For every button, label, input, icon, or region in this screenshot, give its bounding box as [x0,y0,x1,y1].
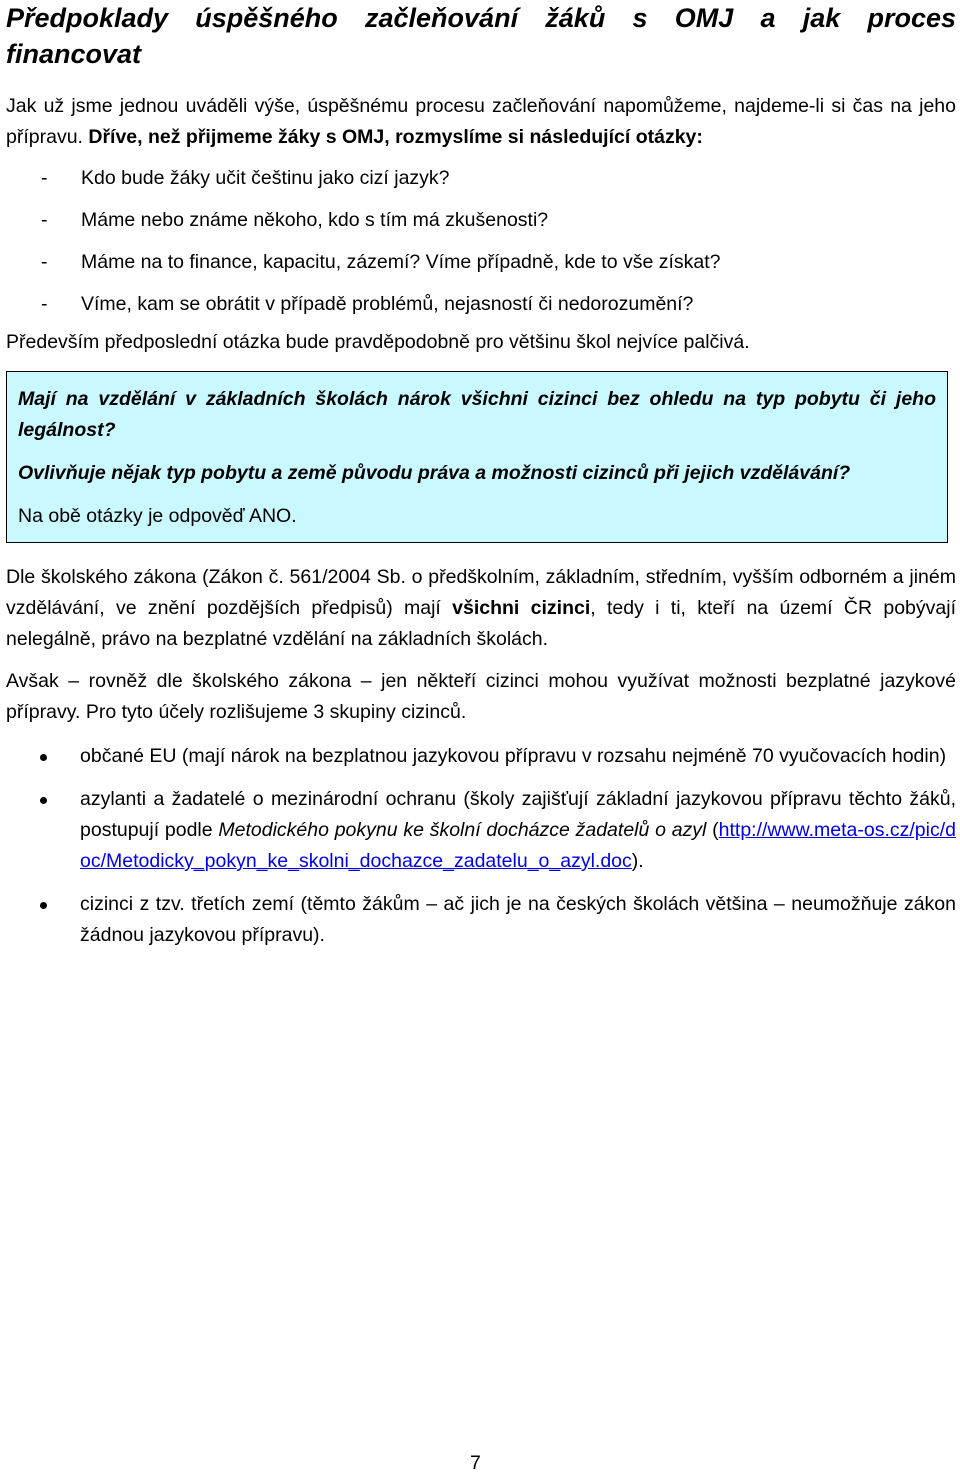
dash-marker: - [41,251,48,273]
after-list-paragraph: Především předposlední otázka bude pravděpodobně pro většinu škol nejvíce palčivá. [6,331,750,353]
bullet-icon [40,797,47,804]
list-item [6,283,956,325]
metodicky-pokyn-link[interactable]: http://www.meta-os.cz/pic/doc/Metodicky_pokyn_ke_skolni_dochazce_zadatelu_o_azyl.doc [80,819,956,872]
list-item [6,199,956,241]
law-text-1: Dle školského zákona (Zákon č. 561/2004 Sb. o předškolním, základním, středním, vyšším odborném a jiném vzdělávání, ve znění pozdějších předpisů) mají [6,566,956,619]
page-number: 7 [470,1452,481,1474]
intro-bold-text: Dříve, než přijmeme žáky s OMJ, rozmyslíme si následující otázky: [88,126,703,148]
intro-text: Jak už jsme jednou uváděli výše, úspěšnému procesu začleňování napomůžeme, najdeme-li si čas na jeho přípravu. [6,95,956,148]
box-answer: Na obě otázky je odpověď ANO. [18,505,297,527]
dash-marker: - [41,209,48,231]
list-item [6,889,956,951]
document-page [6,0,956,963]
law-text-2: , tedy i ti, kteří na území ČR pobývají nelegálně, právo na bezplatné vzdělání na základních školách. [6,597,956,650]
group-paren-open: ( [706,819,719,841]
law-bold-text: všichni cizinci [452,597,591,619]
list-item [6,741,956,772]
list-item [6,784,956,877]
page-title: Předpoklady úspěšného začleňování žáků s OMJ a jak proces financovat [6,3,956,69]
group-paren-close: ). [631,850,644,872]
question-text: Kdo bude žáky učit češtinu jako cizí jazyk? [81,167,450,189]
box-question-2: Ovlivňuje nějak typ pobytu a země původu práva a možnosti cizinců při jejich vzdělávání? [18,462,851,484]
bullet-icon [40,754,47,761]
group-italic-text: Metodického pokynu ke školní docházce žadatelů o azyl [218,819,707,841]
bullet-icon [40,902,47,909]
question-text: Máme na to finance, kapacitu, zázemí? Víme případně, kde to vše získat? [81,251,721,273]
dash-marker: - [41,167,48,189]
list-item [6,241,956,283]
group-text: azylanti a žadatelé o mezinárodní ochranu (školy zajišťují základní jazykovou přípravu těchto žáků, postupují podle [80,788,956,841]
highlight-box [6,371,948,543]
group-text: občané EU (mají nárok na bezplatnou jazykovou přípravu v rozsahu nejméně 70 vyučovacích hodin) [80,745,947,767]
dash-marker: - [41,293,48,315]
intro-paragraph [6,91,956,153]
question-text: Víme, kam se obrátit v případě problémů, nejasností či nedorozumění? [81,293,694,315]
questions-list [6,157,956,325]
question-text: Máme nebo známe někoho, kdo s tím má zkušenosti? [81,209,549,231]
law-paragraph [6,562,956,655]
list-item [6,157,956,199]
avsak-paragraph: Avšak – rovněž dle školského zákona – jen někteří cizinci mohou využívat možnosti bezplatné jazykové přípravy. Pro tyto účely rozlišujeme 3 skupiny cizinců. [6,670,956,723]
groups-list [6,741,956,951]
box-question-1: Mají na vzdělání v základních školách nárok všichni cizinci bez ohledu na typ pobytu či jeho legálnost? [18,388,936,441]
group-text: cizinci z tzv. třetích zemí (těmto žákům – ač jich je na českých školách většina – neumožňuje zákon žádnou jazykovou přípravu). [80,893,956,946]
